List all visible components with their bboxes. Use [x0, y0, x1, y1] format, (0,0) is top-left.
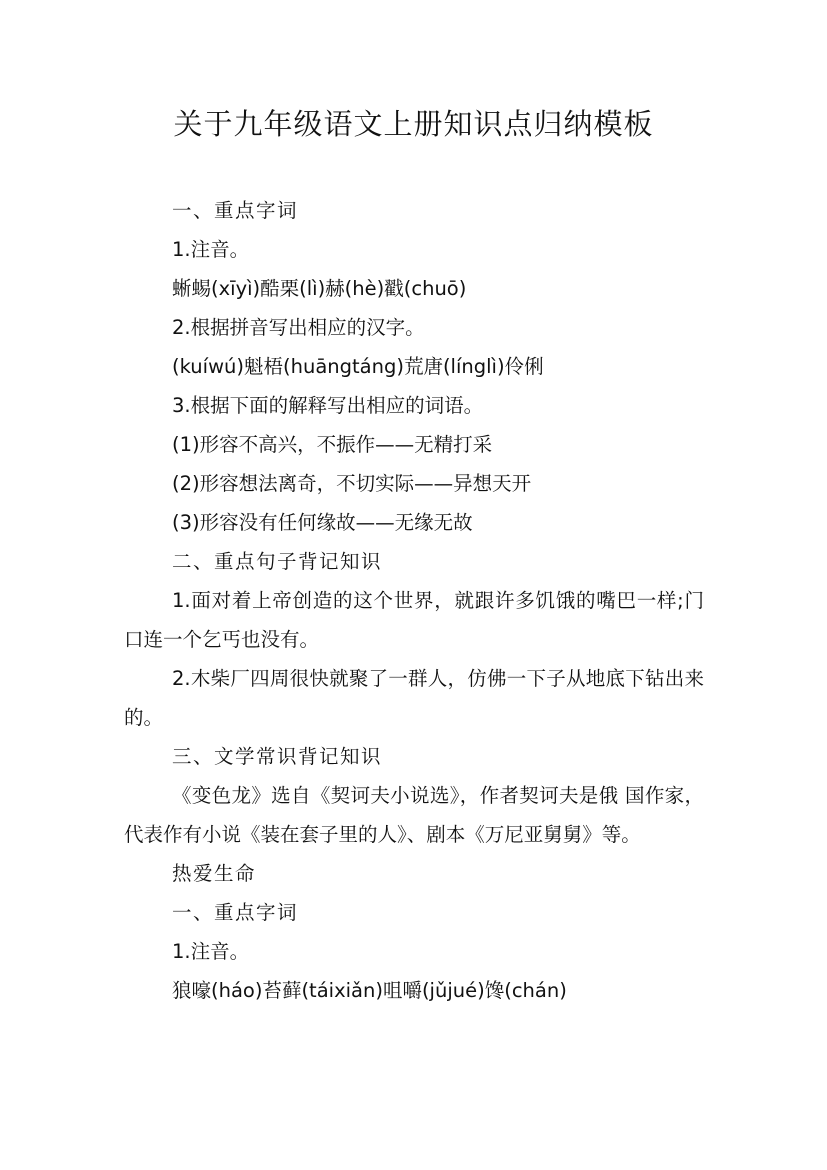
- paragraph: 2.根据拼音写出相应的汉字。: [172, 316, 425, 339]
- paragraph: (3)形容没有任何缘故——无缘无故: [172, 511, 473, 534]
- paragraph: 2.木柴厂四周很快就聚了一群人，仿佛一下子从地底下钻出来的。: [124, 667, 704, 729]
- section-heading: 一、重点字词: [172, 199, 299, 222]
- paragraph: 蜥蜴(xīyì)酷栗(lì)赫(hè)戳(chuō): [172, 277, 467, 300]
- paragraph: (kuíwú)魁梧(huāngtáng)荒唐(línglì)伶俐: [172, 355, 544, 378]
- section-heading: 二、重点句子背记知识: [172, 550, 383, 573]
- paragraph: 1.注音。: [172, 940, 250, 963]
- document-title: 关于九年级语文上册知识点归纳模板: [173, 107, 654, 141]
- section-heading: 三、文学常识背记知识: [172, 745, 383, 768]
- document-body: [124, 191, 704, 1010]
- paragraph: 3.根据下面的解释写出相应的词语。: [172, 394, 484, 417]
- paragraph: 1.面对着上帝创造的这个世界，就跟许多饥饿的嘴巴一样;门口连一个乞丐也没有。: [124, 589, 704, 651]
- paragraph: (1)形容不高兴，不振作——无精打采: [172, 433, 493, 456]
- paragraph: (2)形容想法离奇，不切实际——异想天开: [172, 472, 532, 495]
- lesson-title: 热爱生命: [172, 862, 257, 885]
- paragraph: 1.注音。: [172, 238, 250, 261]
- paragraph: 狼嚎(háo)苔藓(táixiǎn)咀嚼(jǔjué)馋(chán): [172, 979, 567, 1002]
- paragraph: 《变色龙》选自《契诃夫小说选》，作者契诃夫是俄 国作家，代表作有小说《装在套子里的人》、剧本《万尼亚舅舅》等。: [124, 784, 704, 846]
- section-heading: 一、重点字词: [172, 901, 299, 924]
